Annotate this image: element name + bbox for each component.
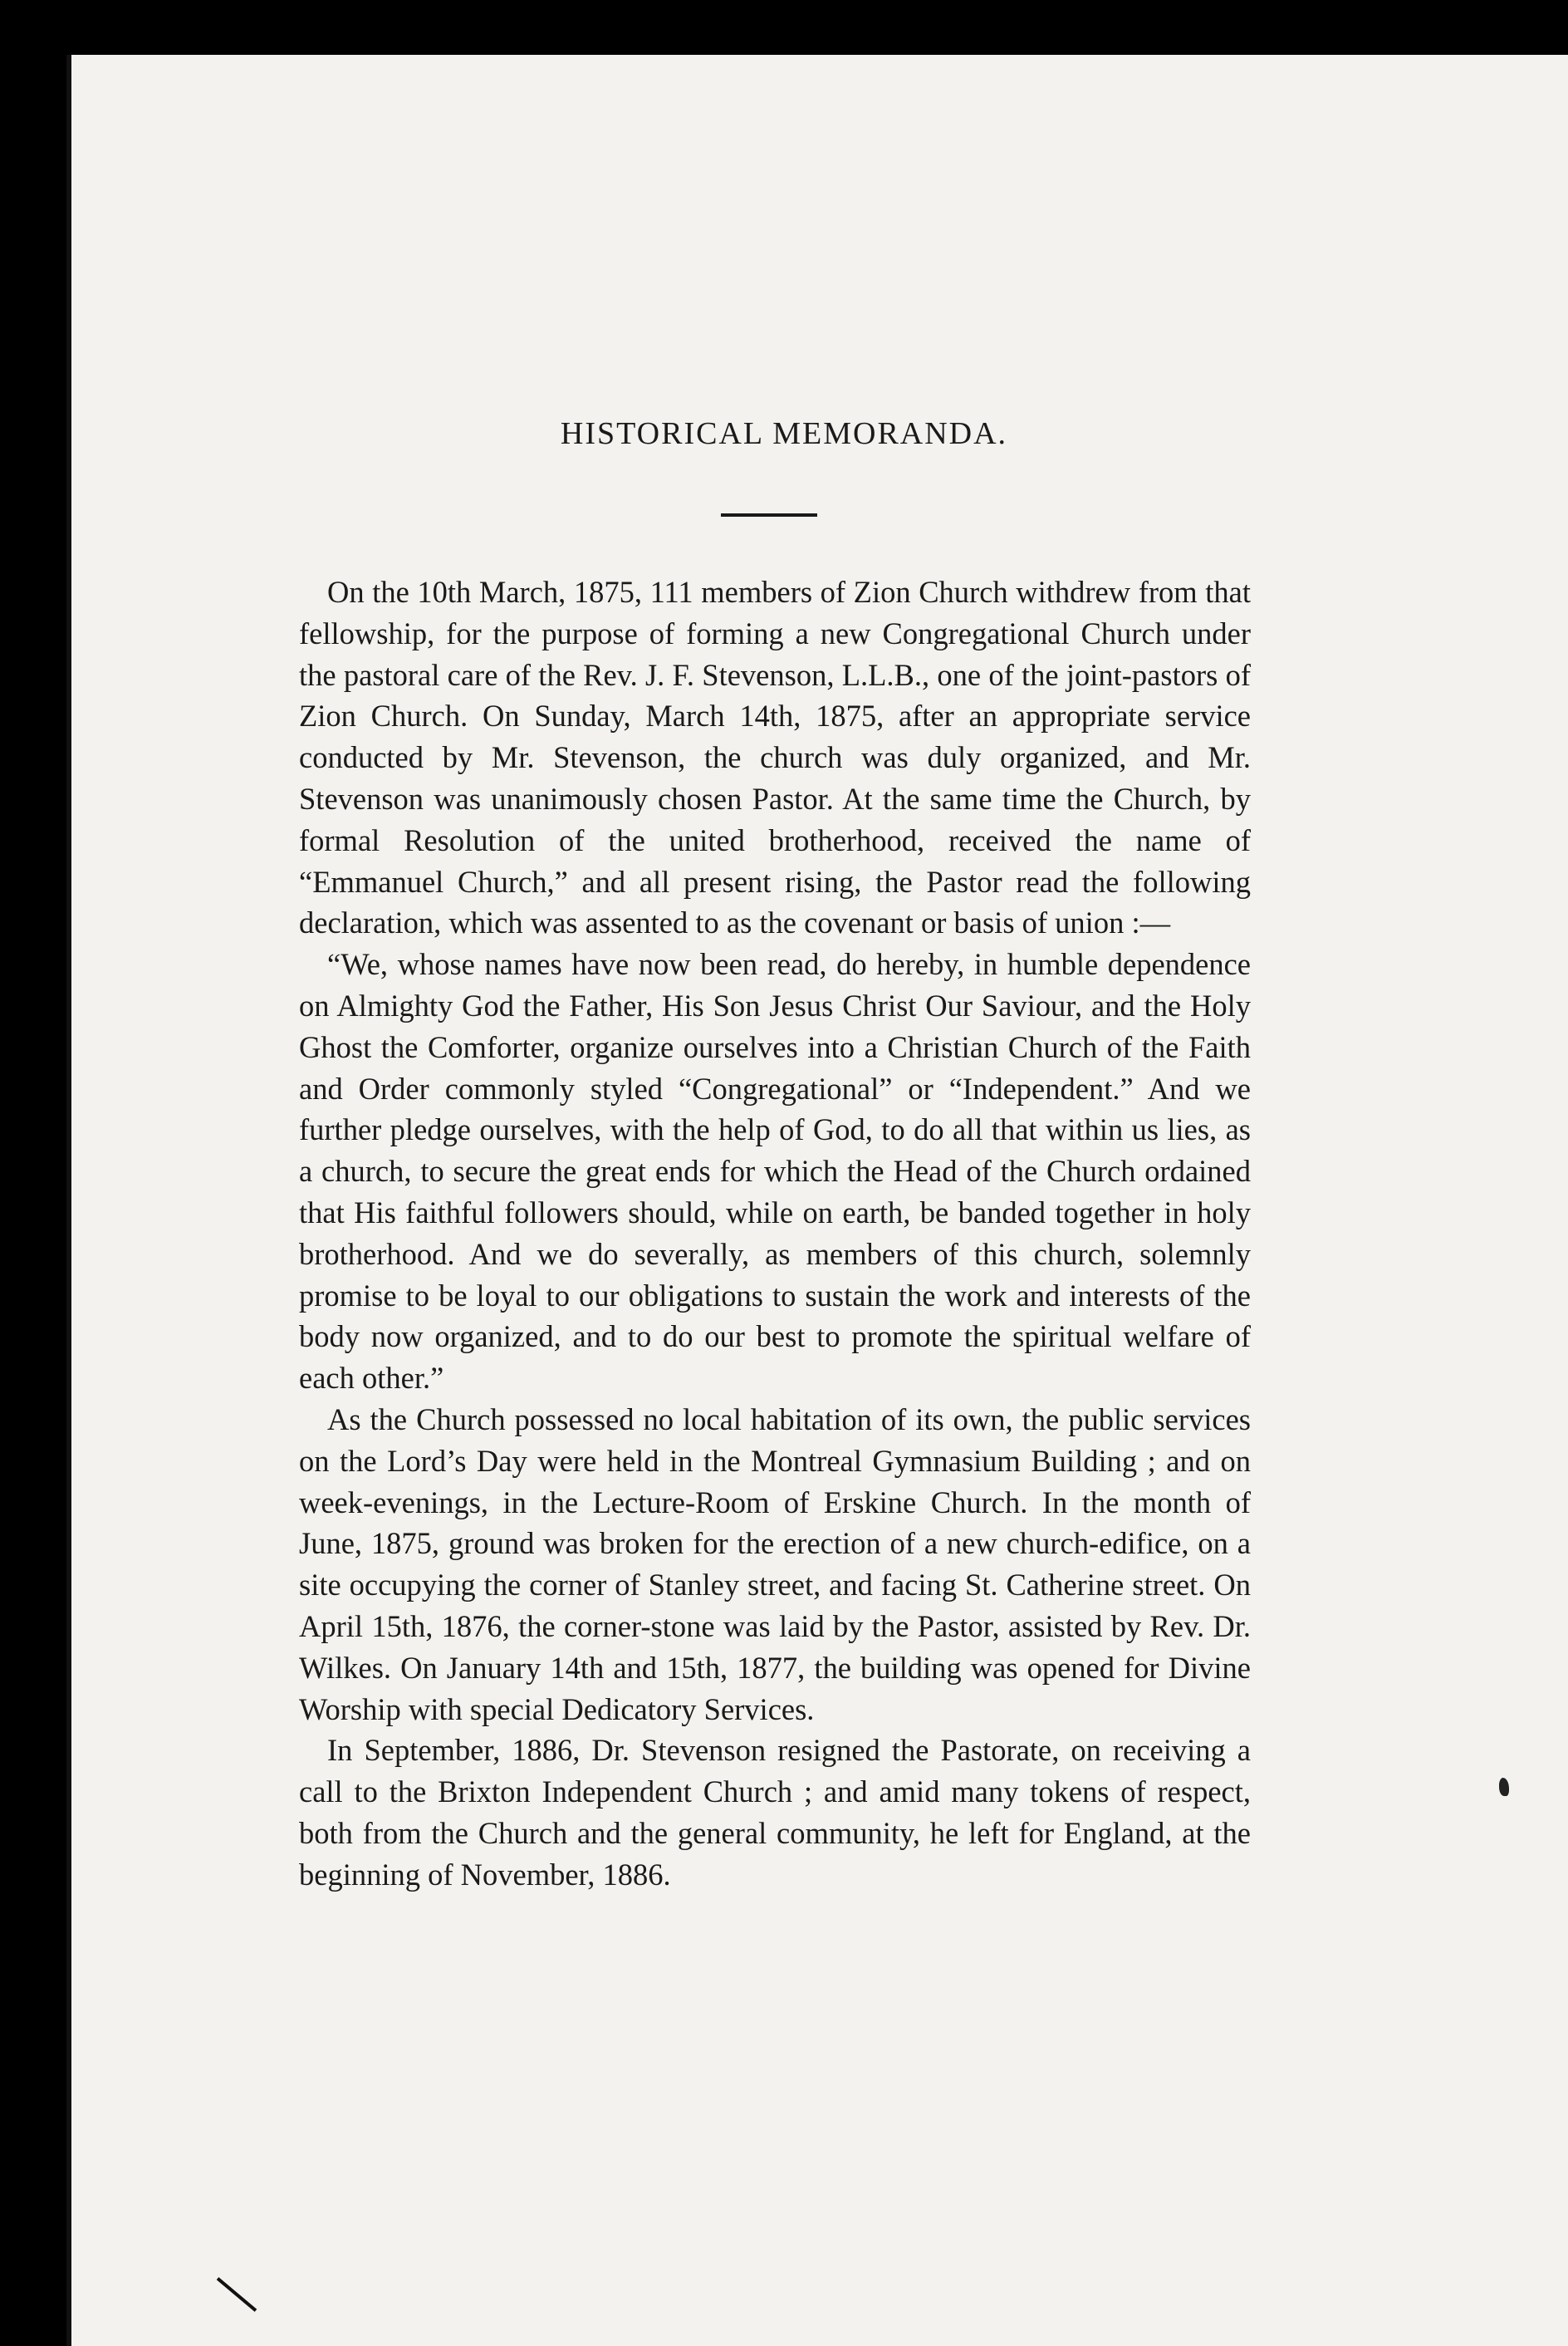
paragraph-founding: On the 10th March, 1875, 111 members of Zion Church withdrew from that fellowship, for the purpose of forming a new Congregational Church under the pastoral care of the Rev. J. F. Stevenson, L.L.B., one of the joint-pastors of Zion Church. On Sunday, March 14th, 1875, after an appropriate service conducted by Mr. Stevenson, the church was duly organized, and Mr. Stevenson was unanimously chosen Pastor. At the same time the Church, by formal Resolution of the united brotherhood, received the name of “Emmanuel Church,” and all present rising, the Pastor read the following declaration, which was assented to as the covenant or basis of union :— (299, 575, 1251, 940)
title-divider (721, 513, 817, 517)
page-title: HISTORICAL MEMORANDA. (560, 416, 1008, 451)
paragraph-covenant: “We, whose names have now been read, do hereby, in humble dependence on Almighty God the Father, His Son Jesus Christ Our Saviour, and the Holy Ghost the Comforter, organize ourselves into a Christian Church of the Faith and Order commonly styled “Congregational” or “Independent.” And we further pledge ourselves, with the help of God, to do all that within us lies, as a church, to secure the great ends for which the Head of the Church ordained that His faithful followers should, while on earth, be banded together in holy brotherhood. And we do severally, as members of this church, solemnly promise to be loyal to our obligations to sustain the work and interests of the body now organized, and to do our best to promote the spiritual welfare of each other.” (299, 947, 1251, 1396)
page-edge-rule (66, 55, 71, 2346)
scan-border (0, 0, 66, 2346)
paragraph-resignation: In September, 1886, Dr. Stevenson resigned the Pastorate, on receiving a call to the Brixton Independent Church ; and amid many tokens of respect, both from the Church and the general community, he left for England, at the beginning of November, 1886. (299, 1733, 1251, 1892)
body-text (299, 572, 1251, 1896)
paragraph-building: As the Church possessed no local habitation of its own, the public services on the Lord’s Day were held in the Montreal Gymnasium Building ; and on week-evenings, in the Lecture-Room of Erskine Church. In the month of June, 1875, ground was broken for the erection of a new church-edifice, on a site occupying the corner of Stanley street, and facing St. Catherine street. On April 15th, 1876, the corner-stone was laid by the Pastor, assisted by Rev. Dr. Wilkes. On January 14th and 15th, 1877, the building was opened for Divine Worship with special Dedicatory Services. (299, 1401, 1251, 1726)
